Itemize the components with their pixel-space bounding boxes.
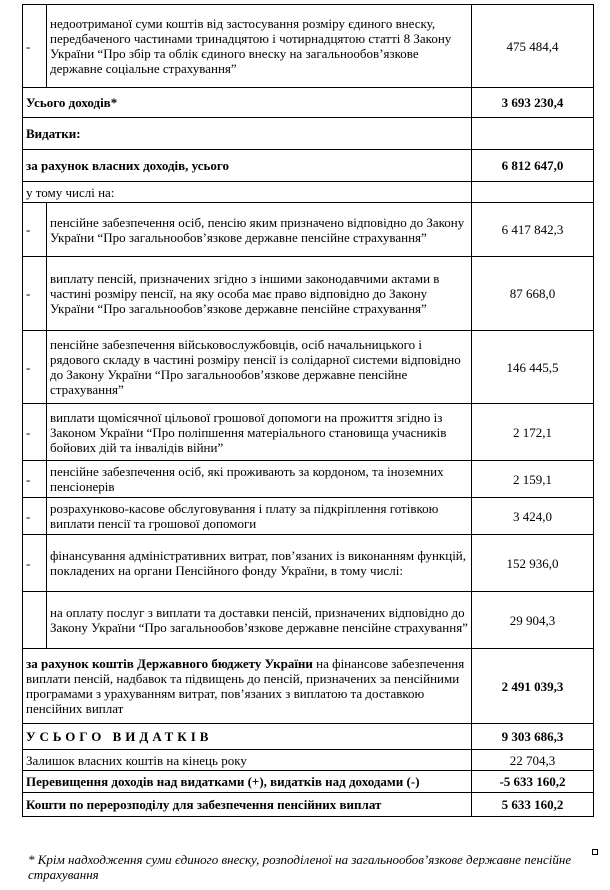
- row-description: розрахунково-касове обслуговування і плату за підкріплення готівкою виплати пенсії та грошової допомоги: [47, 498, 472, 535]
- row-value: 2 159,1: [472, 461, 594, 498]
- row-dash: -: [23, 257, 47, 331]
- total-expenses-value: 9 303 686,3: [472, 724, 594, 750]
- table-row: [23, 535, 594, 592]
- row-value: 87 668,0: [472, 257, 594, 331]
- table-row: [23, 649, 594, 724]
- row-description: пенсійне забезпечення осіб, які проживають за кордоном, та іноземних пенсіонерів: [47, 461, 472, 498]
- table-row: [23, 5, 594, 88]
- row-description: пенсійне забезпечення осіб, пенсію яким призначено відповідно до Закону України “Про загальнообов’язкове державне пенсійне страхування”: [47, 203, 472, 257]
- row-dash: -: [23, 203, 47, 257]
- including-label: у тому числі на:: [23, 182, 472, 203]
- own-income-label: за рахунок власних доходів, усього: [23, 150, 472, 182]
- row-value: [472, 182, 594, 203]
- table-row: [23, 331, 594, 404]
- balance-value: 22 704,3: [472, 750, 594, 771]
- row-value: 152 936,0: [472, 535, 594, 592]
- table-row: [23, 257, 594, 331]
- row-description: недоотриманої суми коштів від застосування розміру єдиного внеску, передбаченого частинами тринадцятою і чотирнадцятою статті 8 Закону України “Про збір та облік єдиного внеску на загальнообов’язкове державне соціальне страхування”: [47, 5, 472, 88]
- row-value: 3 424,0: [472, 498, 594, 535]
- row-value: [472, 118, 594, 150]
- row-dash: [23, 592, 47, 649]
- row-description: на оплату послуг з виплати та доставки пенсій, призначених відповідно до Закону України “Про загальнообов’язкове державне пенсійне страхування”: [47, 592, 472, 649]
- state-budget-bold: за рахунок коштів Державного бюджету України: [26, 656, 313, 671]
- budget-table: [22, 4, 594, 817]
- table-row: [23, 724, 594, 750]
- income-total-label: Усього доходів*: [23, 88, 472, 118]
- footnote: * Крім надходження суми єдиного внеску, розподіленої на загальнообов’язкове державне пенсійне страхування: [28, 852, 572, 882]
- total-expenses-label: УСЬОГО ВИДАТКІВ: [23, 724, 472, 750]
- row-dash: -: [23, 461, 47, 498]
- redistribution-value: 5 633 160,2: [472, 793, 594, 817]
- row-dash: -: [23, 498, 47, 535]
- row-dash: -: [23, 404, 47, 461]
- expenses-heading: Видатки:: [23, 118, 472, 150]
- row-description: виплати щомісячної цільової грошової допомоги на прожиття згідно із Законом України “Про поліпшення матеріального становища учасників бойових дій та інвалідів війни”: [47, 404, 472, 461]
- table-row: [23, 150, 594, 182]
- table-row: [23, 592, 594, 649]
- table-row: [23, 88, 594, 118]
- row-dash: -: [23, 535, 47, 592]
- table-row: [23, 750, 594, 771]
- own-income-value: 6 812 647,0: [472, 150, 594, 182]
- row-dash: -: [23, 5, 47, 88]
- table-row: [23, 182, 594, 203]
- income-total-value: 3 693 230,4: [472, 88, 594, 118]
- row-dash: -: [23, 331, 47, 404]
- row-description: пенсійне забезпечення військовослужбовців, осіб начальницького і рядового складу в частині розміру пенсії із солідарної системи відповідно до Закону України “Про загальнообов’язкове державне пенсійне страхування”: [47, 331, 472, 404]
- state-budget-value: 2 491 039,3: [472, 649, 594, 724]
- redistribution-label: Кошти по перерозподілу для забезпечення пенсійних виплат: [23, 793, 472, 817]
- surplus-label: Перевищення доходів над видатками (+), видатків над доходами (-): [23, 771, 472, 793]
- row-value: 475 484,4: [472, 5, 594, 88]
- resize-handle: [592, 849, 598, 855]
- table-row: [23, 498, 594, 535]
- row-value: 146 445,5: [472, 331, 594, 404]
- table-row: [23, 771, 594, 793]
- row-description: фінансування адміністративних витрат, пов’язаних із виконанням функцій, покладених на органи Пенсійного фонду України, в тому числі:: [47, 535, 472, 592]
- surplus-value: -5 633 160,2: [472, 771, 594, 793]
- table-row: [23, 404, 594, 461]
- table-row: [23, 461, 594, 498]
- table-row: [23, 203, 594, 257]
- state-budget-description: [23, 649, 472, 724]
- state-budget-rest: на фінансове забезпечення виплати пенсій, надбавок та підвищень до пенсій, призначених за пенсійними програмами з урахуванням витрат, пов’язаних з виплатою та доставкою пенсійних виплат: [26, 656, 465, 716]
- row-value: 6 417 842,3: [472, 203, 594, 257]
- row-value: 29 904,3: [472, 592, 594, 649]
- balance-label: Залишок власних коштів на кінець року: [23, 750, 472, 771]
- table-row: [23, 793, 594, 817]
- row-value: 2 172,1: [472, 404, 594, 461]
- table-row: [23, 118, 594, 150]
- row-description: виплату пенсій, призначених згідно з іншими законодавчими актами в частині розміру пенсії, на яку особа має право відповідно до Закону України “Про загальнообов’язкове державне пенсійне страхування”: [47, 257, 472, 331]
